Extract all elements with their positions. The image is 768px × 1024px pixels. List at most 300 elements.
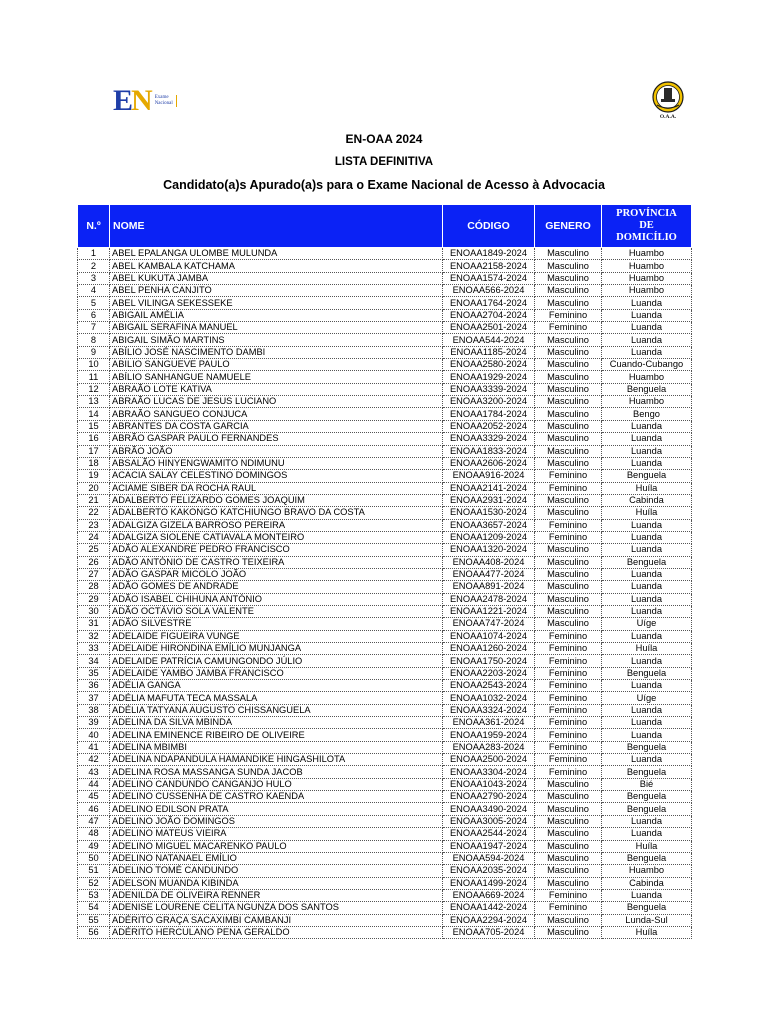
candidate-name: ABIGAIL SIMÃO MARTINS xyxy=(110,334,443,346)
candidate-gender: Feminino xyxy=(535,643,602,655)
table-row xyxy=(78,568,692,580)
candidate-code: ENOAA1320-2024 xyxy=(443,544,535,556)
candidate-code: ENOAA2294-2024 xyxy=(443,914,535,926)
row-number: 43 xyxy=(78,766,110,778)
candidate-code: ENOAA3329-2024 xyxy=(443,433,535,445)
candidate-name: ADALBERTO FELIZARDO GOMES JOAQUIM xyxy=(110,494,443,506)
candidate-name: ABRANTES DA COSTA GARCIA xyxy=(110,420,443,432)
table-row xyxy=(78,544,692,556)
candidate-code: ENOAA1209-2024 xyxy=(443,531,535,543)
table-row xyxy=(78,408,692,420)
candidate-name: ADÉRITO GRAÇA SACAXIMBI CAMBANJI xyxy=(110,914,443,926)
candidate-province: Luanda xyxy=(602,717,692,729)
row-number: 27 xyxy=(78,568,110,580)
candidate-name: ADENILDA DE OLIVEIRA RENNER xyxy=(110,889,443,901)
candidate-gender: Masculino xyxy=(535,568,602,580)
candidate-gender: Masculino xyxy=(535,260,602,272)
candidate-code: ENOAA1959-2024 xyxy=(443,729,535,741)
candidate-province: Luanda xyxy=(602,828,692,840)
candidate-gender: Masculino xyxy=(535,408,602,420)
candidate-name: ABEL EPALANGA ULOMBE MULUNDA xyxy=(110,248,443,260)
candidate-gender: Feminino xyxy=(535,519,602,531)
document-title: EN-OAA 2024 xyxy=(345,132,423,146)
candidate-province: Luanda xyxy=(602,630,692,642)
row-number: 1 xyxy=(78,248,110,260)
candidate-province: Luanda xyxy=(602,729,692,741)
candidate-name: ADELINO MATEUS VIEIRA xyxy=(110,828,443,840)
row-number: 5 xyxy=(78,297,110,309)
table-row xyxy=(78,248,692,260)
candidate-province: Huambo xyxy=(602,260,692,272)
candidate-name: ADELINO JOÃO DOMINGOS xyxy=(110,815,443,827)
candidate-gender: Feminino xyxy=(535,692,602,704)
table-row xyxy=(78,445,692,457)
candidate-province: Luanda xyxy=(602,334,692,346)
row-number: 34 xyxy=(78,655,110,667)
candidate-province: Huambo xyxy=(602,396,692,408)
candidate-province: Lunda-Sul xyxy=(602,914,692,926)
logo-subtext xyxy=(155,95,177,107)
en-logo xyxy=(113,86,177,116)
row-number: 40 xyxy=(78,729,110,741)
candidate-gender: Masculino xyxy=(535,865,602,877)
candidate-gender: Feminino xyxy=(535,322,602,334)
candidate-code: ENOAA3657-2024 xyxy=(443,519,535,531)
candidate-name: ADELAIDE YAMBO JAMBA FRANCISCO xyxy=(110,667,443,679)
row-number: 39 xyxy=(78,717,110,729)
candidate-code: ENOAA408-2024 xyxy=(443,556,535,568)
candidate-name: ACACIA SALAY CELESTINO DOMINGOS xyxy=(110,470,443,482)
candidate-province: Luanda xyxy=(602,581,692,593)
candidate-name: ADELSON MUANDA KIBINDA xyxy=(110,877,443,889)
table-row xyxy=(78,556,692,568)
row-number: 6 xyxy=(78,309,110,321)
row-number: 47 xyxy=(78,815,110,827)
candidate-name: ADELINO EDILSON PRATA xyxy=(110,803,443,815)
candidate-code: ENOAA2544-2024 xyxy=(443,828,535,840)
table-row xyxy=(78,717,692,729)
table-row xyxy=(78,754,692,766)
candidate-gender: Masculino xyxy=(535,371,602,383)
candidate-name: ADELINA ROSA MASSANGA SUNDA JACOB xyxy=(110,766,443,778)
candidate-province: Luanda xyxy=(602,309,692,321)
table-row xyxy=(78,791,692,803)
candidate-province: Luanda xyxy=(602,889,692,901)
candidate-province: Bié xyxy=(602,778,692,790)
candidate-name: ACIAME SIBER DA ROCHA RAUL xyxy=(110,482,443,494)
candidate-province: Luanda xyxy=(602,433,692,445)
candidate-gender: Feminino xyxy=(535,655,602,667)
candidate-province: Bengo xyxy=(602,408,692,420)
candidate-province: Luanda xyxy=(602,655,692,667)
table-header-row xyxy=(78,205,692,248)
candidate-code: ENOAA1764-2024 xyxy=(443,297,535,309)
candidate-code: ENOAA1043-2024 xyxy=(443,778,535,790)
candidate-code: ENOAA2931-2024 xyxy=(443,494,535,506)
candidate-gender: Masculino xyxy=(535,840,602,852)
table-row xyxy=(78,309,692,321)
candidate-province: Luanda xyxy=(602,322,692,334)
row-number: 7 xyxy=(78,322,110,334)
candidate-gender: Masculino xyxy=(535,828,602,840)
candidate-gender: Masculino xyxy=(535,778,602,790)
row-number: 4 xyxy=(78,285,110,297)
candidate-code: ENOAA747-2024 xyxy=(443,618,535,630)
candidate-code: ENOAA477-2024 xyxy=(443,568,535,580)
candidate-name: ADELINO NATANAEL EMÍLIO xyxy=(110,852,443,864)
candidate-province: Luanda xyxy=(602,680,692,692)
row-number: 3 xyxy=(78,272,110,284)
row-number: 51 xyxy=(78,865,110,877)
candidate-code: ENOAA1442-2024 xyxy=(443,902,535,914)
candidate-gender: Masculino xyxy=(535,507,602,519)
candidate-code: ENOAA1947-2024 xyxy=(443,840,535,852)
candidate-name: ADÃO GASPAR MICOLO JOÃO xyxy=(110,568,443,580)
candidate-name: ABRAÃO LOTE KATIVA xyxy=(110,383,443,395)
candidate-province: Uíge xyxy=(602,618,692,630)
table-row xyxy=(78,840,692,852)
table-row xyxy=(78,680,692,692)
table-row xyxy=(78,605,692,617)
candidate-name: ADALBERTO KAKONGO KATCHIUNGO BRAVO DA COSTA xyxy=(110,507,443,519)
row-number: 2 xyxy=(78,260,110,272)
row-number: 48 xyxy=(78,828,110,840)
table-row xyxy=(78,667,692,679)
candidate-province: Luanda xyxy=(602,593,692,605)
row-number: 26 xyxy=(78,556,110,568)
candidate-gender: Feminino xyxy=(535,309,602,321)
candidate-code: ENOAA1574-2024 xyxy=(443,272,535,284)
candidate-province: Luanda xyxy=(602,297,692,309)
table-row xyxy=(78,371,692,383)
candidate-name: ADÉLIA TATYANA AUGUSTO CHISSANGUELA xyxy=(110,704,443,716)
row-number: 54 xyxy=(78,902,110,914)
table-row xyxy=(78,494,692,506)
candidate-code: ENOAA2203-2024 xyxy=(443,667,535,679)
candidate-name: ABIGAIL AMÉLIA xyxy=(110,309,443,321)
candidate-code: ENOAA594-2024 xyxy=(443,852,535,864)
table-row xyxy=(78,334,692,346)
logo-letter-e: E xyxy=(113,84,132,117)
table-row xyxy=(78,803,692,815)
row-number: 28 xyxy=(78,581,110,593)
candidate-name: ABSALÃO HINYENGWAMITO NDIMUNU xyxy=(110,457,443,469)
row-number: 29 xyxy=(78,593,110,605)
candidate-name: ADALGIZA SIOLENE CATIAVALA MONTEIRO xyxy=(110,531,443,543)
table-row xyxy=(78,420,692,432)
candidate-code: ENOAA1260-2024 xyxy=(443,643,535,655)
row-number: 30 xyxy=(78,605,110,617)
candidate-code: ENOAA566-2024 xyxy=(443,285,535,297)
candidate-gender: Masculino xyxy=(535,605,602,617)
candidate-gender: Feminino xyxy=(535,741,602,753)
table-row xyxy=(78,729,692,741)
candidate-gender: Masculino xyxy=(535,433,602,445)
candidate-gender: Masculino xyxy=(535,803,602,815)
table-row xyxy=(78,630,692,642)
candidate-province: Huíla xyxy=(602,507,692,519)
candidate-code: ENOAA2580-2024 xyxy=(443,359,535,371)
row-number: 12 xyxy=(78,383,110,395)
candidate-province: Uíge xyxy=(602,692,692,704)
candidate-gender: Masculino xyxy=(535,556,602,568)
seal-text: O.A.A. xyxy=(659,114,677,120)
candidate-province: Benguela xyxy=(602,470,692,482)
candidate-province: Benguela xyxy=(602,766,692,778)
row-number: 49 xyxy=(78,840,110,852)
row-number: 10 xyxy=(78,359,110,371)
row-number: 24 xyxy=(78,531,110,543)
candidate-province: Cabinda xyxy=(602,494,692,506)
candidate-name: ABEL KUKUTA JAMBA xyxy=(110,272,443,284)
candidate-name: ADÃO SILVESTRE xyxy=(110,618,443,630)
candidate-name: ADÉLIA GANGA xyxy=(110,680,443,692)
candidate-province: Luanda xyxy=(602,754,692,766)
candidate-province: Huambo xyxy=(602,285,692,297)
row-number: 32 xyxy=(78,630,110,642)
candidate-name: ADÃO ANTÓNIO DE CASTRO TEIXEIRA xyxy=(110,556,443,568)
table-row xyxy=(78,914,692,926)
candidate-name: ADELINO TOMÉ CANDUNDO xyxy=(110,865,443,877)
candidate-province: Huíla xyxy=(602,840,692,852)
table-row xyxy=(78,655,692,667)
candidate-province: Benguela xyxy=(602,791,692,803)
candidate-name: ADÃO OCTÁVIO SOLA VALENTE xyxy=(110,605,443,617)
candidate-code: ENOAA1849-2024 xyxy=(443,248,535,260)
table-row xyxy=(78,889,692,901)
candidate-code: ENOAA2790-2024 xyxy=(443,791,535,803)
candidate-name: ABÍLIO JOSÉ NASCIMENTO DAMBI xyxy=(110,346,443,358)
col-header-name: NOME xyxy=(110,205,443,248)
candidate-gender: Masculino xyxy=(535,791,602,803)
candidate-name: ADELINA NDAPANDULA HAMANDIKE HINGASHILOTA xyxy=(110,754,443,766)
table-row xyxy=(78,704,692,716)
candidate-gender: Feminino xyxy=(535,531,602,543)
table-row xyxy=(78,741,692,753)
candidate-gender: Masculino xyxy=(535,914,602,926)
candidate-gender: Feminino xyxy=(535,667,602,679)
candidates-table xyxy=(77,204,692,939)
candidate-gender: Feminino xyxy=(535,717,602,729)
candidate-code: ENOAA1221-2024 xyxy=(443,605,535,617)
candidate-province: Benguela xyxy=(602,667,692,679)
candidate-gender: Feminino xyxy=(535,470,602,482)
candidate-province: Luanda xyxy=(602,605,692,617)
row-number: 53 xyxy=(78,889,110,901)
table-row xyxy=(78,815,692,827)
candidate-province: Huíla xyxy=(602,482,692,494)
candidate-code: ENOAA1784-2024 xyxy=(443,408,535,420)
row-number: 21 xyxy=(78,494,110,506)
table-row xyxy=(78,852,692,864)
table-row xyxy=(78,359,692,371)
row-number: 8 xyxy=(78,334,110,346)
candidate-code: ENOAA891-2024 xyxy=(443,581,535,593)
table-row xyxy=(78,519,692,531)
candidate-name: ABIGAIL SERAFINA MANUEL xyxy=(110,322,443,334)
candidate-province: Benguela xyxy=(602,902,692,914)
candidate-code: ENOAA3490-2024 xyxy=(443,803,535,815)
candidate-province: Luanda xyxy=(602,457,692,469)
row-number: 35 xyxy=(78,667,110,679)
candidate-code: ENOAA2158-2024 xyxy=(443,260,535,272)
candidate-name: ADELAIDE PATRÍCIA CAMUNGONDO JÚLIO xyxy=(110,655,443,667)
candidate-code: ENOAA1929-2024 xyxy=(443,371,535,383)
row-number: 14 xyxy=(78,408,110,420)
candidate-code: ENOAA2035-2024 xyxy=(443,865,535,877)
candidate-code: ENOAA705-2024 xyxy=(443,926,535,938)
col-header-province xyxy=(602,205,692,248)
candidate-code: ENOAA2704-2024 xyxy=(443,309,535,321)
col-header-code: CÓDIGO xyxy=(443,205,535,248)
candidate-code: ENOAA283-2024 xyxy=(443,741,535,753)
candidate-gender: Masculino xyxy=(535,618,602,630)
candidate-province: Huambo xyxy=(602,272,692,284)
table-row xyxy=(78,877,692,889)
table-row xyxy=(78,643,692,655)
candidate-code: ENOAA2500-2024 xyxy=(443,754,535,766)
candidate-code: ENOAA2478-2024 xyxy=(443,593,535,605)
candidate-gender: Masculino xyxy=(535,383,602,395)
candidate-name: ADELINA EMINENCE RIBEIRO DE OLIVEIRE xyxy=(110,729,443,741)
logo-letters xyxy=(113,86,151,116)
candidate-gender: Masculino xyxy=(535,346,602,358)
candidate-gender: Masculino xyxy=(535,457,602,469)
candidate-code: ENOAA3304-2024 xyxy=(443,766,535,778)
candidate-province: Luanda xyxy=(602,815,692,827)
candidate-code: ENOAA2606-2024 xyxy=(443,457,535,469)
table-row xyxy=(78,507,692,519)
candidate-name: ABEL PENHA CANJITO xyxy=(110,285,443,297)
row-number: 50 xyxy=(78,852,110,864)
candidate-name: ABRAÃO LUCAS DE JESUS LUCIANO xyxy=(110,396,443,408)
candidate-gender: Feminino xyxy=(535,754,602,766)
candidate-gender: Feminino xyxy=(535,902,602,914)
candidate-province: Luanda xyxy=(602,704,692,716)
candidate-gender: Masculino xyxy=(535,297,602,309)
candidate-name: ADELAIDE FIGUEIRA VUNGE xyxy=(110,630,443,642)
table-row xyxy=(78,581,692,593)
candidate-gender: Feminino xyxy=(535,482,602,494)
table-row xyxy=(78,285,692,297)
row-number: 41 xyxy=(78,741,110,753)
candidate-code: ENOAA1530-2024 xyxy=(443,507,535,519)
candidate-gender: Masculino xyxy=(535,494,602,506)
candidate-name: ADALGIZA GIZELA BARROSO PEREIRA xyxy=(110,519,443,531)
col-header-gender: GENERO xyxy=(535,205,602,248)
candidate-gender: Masculino xyxy=(535,544,602,556)
candidate-province: Luanda xyxy=(602,519,692,531)
candidate-province: Luanda xyxy=(602,531,692,543)
table-row xyxy=(78,260,692,272)
candidate-code: ENOAA1032-2024 xyxy=(443,692,535,704)
candidate-code: ENOAA3339-2024 xyxy=(443,383,535,395)
candidate-name: ADELINO MIGUEL MACARENKO PAULO xyxy=(110,840,443,852)
row-number: 45 xyxy=(78,791,110,803)
candidate-name: ADÉRITO HERCULANO PENA GERALDO xyxy=(110,926,443,938)
candidate-province: Benguela xyxy=(602,803,692,815)
candidate-code: ENOAA3005-2024 xyxy=(443,815,535,827)
oaa-seal-icon xyxy=(645,80,691,120)
row-number: 42 xyxy=(78,754,110,766)
candidate-gender: Masculino xyxy=(535,248,602,260)
table-row xyxy=(78,926,692,938)
logo-letter-n: N xyxy=(131,84,151,117)
candidate-province: Cuando-Cubango xyxy=(602,359,692,371)
candidate-gender: Feminino xyxy=(535,704,602,716)
table-row xyxy=(78,383,692,395)
table-row xyxy=(78,618,692,630)
row-number: 52 xyxy=(78,877,110,889)
candidate-name: ABILIO SANGUEVE PAULO xyxy=(110,359,443,371)
table-row xyxy=(78,865,692,877)
candidate-province: Huíla xyxy=(602,643,692,655)
table-row xyxy=(78,470,692,482)
table-row xyxy=(78,322,692,334)
candidate-code: ENOAA544-2024 xyxy=(443,334,535,346)
row-number: 38 xyxy=(78,704,110,716)
table-row xyxy=(78,828,692,840)
candidate-name: ADENISE LOURENE CELITA NGUNZA DOS SANTOS xyxy=(110,902,443,914)
candidate-province: Huambo xyxy=(602,248,692,260)
row-number: 23 xyxy=(78,519,110,531)
row-number: 20 xyxy=(78,482,110,494)
row-number: 15 xyxy=(78,420,110,432)
candidate-gender: Masculino xyxy=(535,359,602,371)
candidate-gender: Feminino xyxy=(535,630,602,642)
candidate-code: ENOAA3200-2024 xyxy=(443,396,535,408)
row-number: 36 xyxy=(78,680,110,692)
col-header-province-line2: DE xyxy=(639,220,654,231)
candidate-province: Benguela xyxy=(602,556,692,568)
table-row xyxy=(78,396,692,408)
row-number: 55 xyxy=(78,914,110,926)
candidate-gender: Feminino xyxy=(535,766,602,778)
candidate-province: Huambo xyxy=(602,865,692,877)
table-row xyxy=(78,457,692,469)
candidate-name: ABRÃO GASPAR PAULO FERNANDES xyxy=(110,433,443,445)
col-header-province-line1: PROVÍNCIA xyxy=(616,208,677,219)
candidate-province: Huambo xyxy=(602,371,692,383)
candidate-name: ADÃO ALEXANDRE PEDRO FRANCISCO xyxy=(110,544,443,556)
row-number: 56 xyxy=(78,926,110,938)
candidate-name: ADELAIDE HIRONDINA EMÍLIO MUNJANGA xyxy=(110,643,443,655)
candidate-gender: Masculino xyxy=(535,396,602,408)
candidate-province: Luanda xyxy=(602,420,692,432)
row-number: 46 xyxy=(78,803,110,815)
row-number: 18 xyxy=(78,457,110,469)
candidate-code: ENOAA2501-2024 xyxy=(443,322,535,334)
candidate-code: ENOAA2052-2024 xyxy=(443,420,535,432)
logo-subtext-line2: Nacional xyxy=(154,101,173,106)
candidate-name: ABEL KAMBALA KATCHAMA xyxy=(110,260,443,272)
candidate-province: Benguela xyxy=(602,741,692,753)
col-header-province-line3: DOMICÍLIO xyxy=(616,232,677,243)
row-number: 22 xyxy=(78,507,110,519)
table-row xyxy=(78,272,692,284)
document-heading: Candidato(a)s Apurado(a)s para o Exame Nacional de Acesso à Advocacia xyxy=(163,178,605,192)
row-number: 31 xyxy=(78,618,110,630)
candidate-gender: Feminino xyxy=(535,729,602,741)
candidate-code: ENOAA1499-2024 xyxy=(443,877,535,889)
candidate-name: ABRÃO JOÃO xyxy=(110,445,443,457)
candidate-code: ENOAA916-2024 xyxy=(443,470,535,482)
candidate-gender: Masculino xyxy=(535,593,602,605)
candidate-code: ENOAA1750-2024 xyxy=(443,655,535,667)
table-row xyxy=(78,766,692,778)
logo-subtext-line1: Exame xyxy=(154,95,169,100)
candidate-gender: Masculino xyxy=(535,926,602,938)
